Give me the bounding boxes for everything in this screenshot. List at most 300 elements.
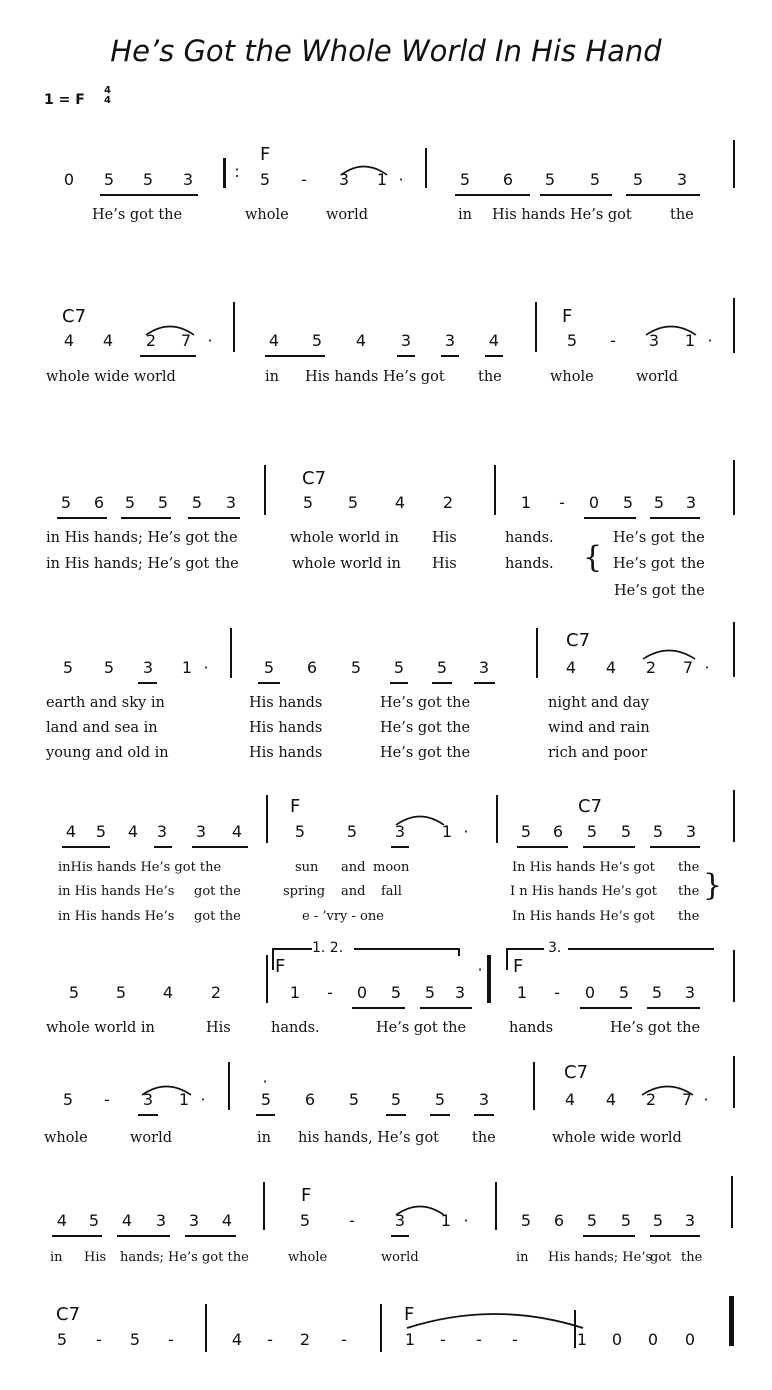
note: 5 xyxy=(263,658,275,677)
barline xyxy=(733,1056,735,1108)
beam-line xyxy=(441,355,459,357)
volta-second: 3. xyxy=(548,940,562,956)
lyric: whole world in xyxy=(46,1020,155,1036)
note: 2 xyxy=(145,331,157,350)
note: 5 xyxy=(424,983,436,1002)
barline xyxy=(733,460,735,515)
lyric: He’s got the xyxy=(380,745,471,761)
chord-symbol: F xyxy=(301,1185,312,1206)
note: 4 xyxy=(56,1211,68,1230)
note: 3 xyxy=(225,493,237,512)
beam-line xyxy=(117,1235,170,1237)
barline xyxy=(380,1304,382,1352)
beam-line xyxy=(185,1235,236,1237)
note: 7 xyxy=(681,1090,693,1109)
lyric: the xyxy=(681,1250,703,1265)
note: 5 xyxy=(348,1090,360,1109)
beam-line xyxy=(485,355,503,357)
lyric: His xyxy=(84,1250,107,1265)
lyric: His xyxy=(206,1020,231,1036)
lyric: the xyxy=(670,207,694,223)
chord-symbol: F xyxy=(275,956,286,977)
note: 6 xyxy=(93,493,105,512)
lyric: His hands xyxy=(249,745,323,761)
barline xyxy=(535,302,537,352)
lyric: in xyxy=(257,1130,271,1146)
beam-line xyxy=(256,1114,275,1116)
repeat-dots: · xyxy=(477,960,483,979)
note: 5 xyxy=(157,493,169,512)
lyric: In His hands He’s got xyxy=(512,860,655,875)
lyric: land and sea in xyxy=(46,720,158,736)
barline xyxy=(228,1062,230,1110)
lyric: whole xyxy=(550,369,594,385)
lyric: in xyxy=(458,207,472,223)
note: 3 xyxy=(676,170,688,189)
note: 4 xyxy=(394,493,406,512)
chord-symbol: C7 xyxy=(566,630,591,651)
note: 3 xyxy=(338,170,350,189)
note: 0 xyxy=(63,170,75,189)
lyric: the xyxy=(678,860,700,875)
repeat-dots: : xyxy=(234,162,240,181)
note: 4 xyxy=(488,331,500,350)
lyric: He’s got xyxy=(613,530,675,546)
time-signature xyxy=(104,86,111,106)
note: · xyxy=(703,1090,709,1109)
chord-symbol: C7 xyxy=(62,306,87,327)
note: 5 xyxy=(436,658,448,677)
lyric: spring xyxy=(283,884,326,899)
note: 5 xyxy=(302,493,314,512)
lyric: hands. xyxy=(505,530,554,546)
note: 1 xyxy=(376,170,388,189)
barline xyxy=(495,1182,497,1230)
note: 5 xyxy=(88,1211,100,1230)
note: 2 xyxy=(442,493,454,512)
beam-line xyxy=(154,846,172,848)
note: 4 xyxy=(565,658,577,677)
lyric: in His hands He’s xyxy=(58,884,175,899)
beam-line xyxy=(52,1235,102,1237)
barline xyxy=(733,950,735,1002)
note: - xyxy=(168,1330,174,1349)
note: 5 xyxy=(520,822,532,841)
beam-line xyxy=(121,517,171,519)
chord-symbol: C7 xyxy=(564,1062,589,1083)
beam-line xyxy=(517,846,568,848)
note: 5 xyxy=(346,822,358,841)
barline xyxy=(230,628,232,678)
note: 3 xyxy=(444,331,456,350)
lyric: the xyxy=(678,884,700,899)
note: 3 xyxy=(142,658,154,677)
barline xyxy=(533,1062,535,1110)
lyric: the xyxy=(681,556,705,572)
note: 4 xyxy=(221,1211,233,1230)
note: 3 xyxy=(648,331,660,350)
beam-line xyxy=(390,682,408,684)
barline xyxy=(494,465,496,515)
chord-symbol: C7 xyxy=(56,1304,81,1325)
note: · xyxy=(398,170,404,189)
note: 3 xyxy=(685,822,697,841)
note: 5 xyxy=(124,493,136,512)
note: 3 xyxy=(478,658,490,677)
barline xyxy=(266,795,268,843)
note: 5 xyxy=(618,983,630,1002)
note: - xyxy=(440,1330,446,1349)
beam-line xyxy=(192,846,248,848)
lyric: his hands, He’s got xyxy=(298,1130,440,1146)
barline xyxy=(496,795,498,843)
lyric: the xyxy=(678,909,700,924)
beam-line xyxy=(391,846,409,848)
lyric: He’s got xyxy=(614,583,676,599)
beam-line xyxy=(580,1007,632,1009)
note: 0 xyxy=(611,1330,623,1349)
note: 3 xyxy=(400,331,412,350)
note: 4 xyxy=(605,1090,617,1109)
beam-line xyxy=(650,517,700,519)
lyric: e - ’vry - one xyxy=(302,909,384,924)
lyric: in xyxy=(50,1250,63,1265)
note: 6 xyxy=(306,658,318,677)
chord-symbol: F xyxy=(404,1304,415,1325)
dot-above: · xyxy=(262,1072,268,1091)
lyric: whole wide world xyxy=(552,1130,682,1146)
volta-line xyxy=(568,948,714,950)
note: 1 xyxy=(576,1330,588,1349)
note: 0 xyxy=(356,983,368,1002)
note: 5 xyxy=(62,1090,74,1109)
brace: { xyxy=(583,540,603,575)
note: 5 xyxy=(651,983,663,1002)
lyric: got the xyxy=(194,909,241,924)
lyric: whole xyxy=(288,1250,328,1265)
note: · xyxy=(707,331,713,350)
note: 4 xyxy=(65,822,77,841)
note: - xyxy=(512,1330,518,1349)
lyric: the xyxy=(681,583,705,599)
volta-line xyxy=(272,948,312,950)
note: 3 xyxy=(182,170,194,189)
beam-line xyxy=(650,846,700,848)
meter-top: 4 xyxy=(104,85,111,96)
note: 5 xyxy=(60,493,72,512)
note: 5 xyxy=(259,170,271,189)
note: 0 xyxy=(588,493,600,512)
note: 6 xyxy=(552,822,564,841)
note: - xyxy=(327,983,333,1002)
lyric: fall xyxy=(381,884,402,899)
lyric: world xyxy=(381,1250,419,1265)
note: 4 xyxy=(127,822,139,841)
brace: } xyxy=(703,868,723,903)
beam-line xyxy=(397,355,415,357)
volta-line xyxy=(506,948,544,950)
note: 1 xyxy=(441,822,453,841)
note: 4 xyxy=(605,658,617,677)
note: 5 xyxy=(390,983,402,1002)
note: 5 xyxy=(347,493,359,512)
tie-arc xyxy=(405,1306,585,1330)
note: 0 xyxy=(584,983,596,1002)
chord-symbol: F xyxy=(260,144,271,165)
note: 5 xyxy=(586,822,598,841)
chord-symbol: F xyxy=(562,306,573,327)
note: 5 xyxy=(390,1090,402,1109)
note: 3 xyxy=(155,1211,167,1230)
beam-line xyxy=(540,194,612,196)
lyric: world xyxy=(636,369,678,385)
note: 4 xyxy=(121,1211,133,1230)
lyric: in His hands He’s xyxy=(58,909,175,924)
lyric: He’s got the xyxy=(92,207,183,223)
note: 5 xyxy=(632,170,644,189)
barline xyxy=(733,790,735,842)
note: 5 xyxy=(95,822,107,841)
lyric: He’s got xyxy=(613,556,675,572)
note: 1 xyxy=(181,658,193,677)
beam-line xyxy=(57,517,107,519)
barline xyxy=(272,948,274,970)
note: 5 xyxy=(434,1090,446,1109)
note: 1 xyxy=(178,1090,190,1109)
lyric: His hands He’s got xyxy=(305,369,445,385)
lyric: He’s got the xyxy=(610,1020,701,1036)
note: - xyxy=(341,1330,347,1349)
barline xyxy=(506,948,508,970)
beam-line xyxy=(391,1235,409,1237)
lyric: and xyxy=(341,884,366,899)
lyric: He’s got the xyxy=(376,1020,467,1036)
lyric: got xyxy=(650,1250,672,1265)
note: 5 xyxy=(459,170,471,189)
lyric: His xyxy=(432,556,457,572)
lyric: the xyxy=(478,369,502,385)
chord-symbol: F xyxy=(290,796,301,817)
lyric: night and day xyxy=(548,695,650,711)
lyric: inHis hands He’s got the xyxy=(58,860,222,875)
beam-line xyxy=(647,1007,700,1009)
lyric: His hands; He’s xyxy=(548,1250,653,1265)
barline xyxy=(729,1296,734,1346)
note: 1 xyxy=(289,983,301,1002)
lyric: whole xyxy=(44,1130,88,1146)
beam-line xyxy=(62,846,110,848)
note: 5 xyxy=(311,331,323,350)
beam-line xyxy=(474,682,495,684)
lyric: in His hands; He’s got xyxy=(46,556,210,572)
barline xyxy=(733,622,735,677)
note: 5 xyxy=(652,822,664,841)
lyric: wind and rain xyxy=(548,720,650,736)
note: 5 xyxy=(652,1211,664,1230)
note: 3 xyxy=(684,983,696,1002)
note: 1 xyxy=(520,493,532,512)
lyric: I n His hands He’s got xyxy=(510,884,658,899)
note: - xyxy=(349,1211,355,1230)
beam-line xyxy=(138,682,157,684)
lyric: moon xyxy=(373,860,410,875)
note: - xyxy=(554,983,560,1002)
note: 5 xyxy=(294,822,306,841)
note: 6 xyxy=(304,1090,316,1109)
barline xyxy=(733,140,735,188)
note: 5 xyxy=(350,658,362,677)
note: 1 xyxy=(684,331,696,350)
note: 4 xyxy=(162,983,174,1002)
lyric: hands; He’s got the xyxy=(120,1250,249,1265)
lyric: whole world in xyxy=(290,530,399,546)
note: 5 xyxy=(115,983,127,1002)
chord-symbol: C7 xyxy=(578,796,603,817)
lyric: the xyxy=(681,530,705,546)
note: 6 xyxy=(553,1211,565,1230)
note: 4 xyxy=(564,1090,576,1109)
note: 5 xyxy=(653,493,665,512)
note: 5 xyxy=(620,1211,632,1230)
lyric: rich and poor xyxy=(548,745,648,761)
note: 4 xyxy=(231,822,243,841)
note: 5 xyxy=(622,493,634,512)
note: - xyxy=(559,493,565,512)
note: 3 xyxy=(156,822,168,841)
beam-line xyxy=(100,194,198,196)
note: 5 xyxy=(103,658,115,677)
note: 5 xyxy=(260,1090,272,1109)
lyric: the xyxy=(472,1130,496,1146)
lyric: His xyxy=(432,530,457,546)
beam-line xyxy=(352,1007,405,1009)
chord-symbol: F xyxy=(513,956,524,977)
note: 5 xyxy=(129,1330,141,1349)
note: - xyxy=(476,1330,482,1349)
note: 2 xyxy=(210,983,222,1002)
beam-line xyxy=(626,194,700,196)
slur-arc xyxy=(145,322,195,336)
lyric: world xyxy=(130,1130,172,1146)
note: 2 xyxy=(299,1330,311,1349)
barline xyxy=(731,1176,733,1228)
lyric: in xyxy=(516,1250,529,1265)
beam-line xyxy=(583,846,635,848)
lyric: the xyxy=(215,556,239,572)
barline xyxy=(425,148,427,188)
barline xyxy=(574,1310,576,1348)
note: 3 xyxy=(394,1211,406,1230)
barline xyxy=(205,1304,207,1352)
beam-line xyxy=(432,682,452,684)
note: 1 xyxy=(404,1330,416,1349)
lyric: in His hands; He’s got the xyxy=(46,530,238,546)
note: 3 xyxy=(195,822,207,841)
note: - xyxy=(267,1330,273,1349)
barline xyxy=(536,628,538,678)
note: 4 xyxy=(355,331,367,350)
lyric: hands. xyxy=(505,556,554,572)
barline xyxy=(458,948,460,956)
barline xyxy=(233,302,235,352)
key-signature: 1 = F xyxy=(44,92,85,108)
lyric: His hands xyxy=(249,720,323,736)
lyric: got the xyxy=(194,884,241,899)
chord-symbol: C7 xyxy=(302,468,327,489)
note: 4 xyxy=(63,331,75,350)
beam-line xyxy=(584,517,636,519)
lyric: In His hands He’s got xyxy=(512,909,655,924)
note: 7 xyxy=(180,331,192,350)
beam-line xyxy=(474,1114,494,1116)
lyric: whole wide world xyxy=(46,369,176,385)
song-title: He’s Got the Whole World In His Hand xyxy=(110,34,662,68)
note: 5 xyxy=(62,658,74,677)
beam-line xyxy=(188,517,240,519)
note: 3 xyxy=(454,983,466,1002)
slur-arc xyxy=(395,1202,445,1216)
slur-arc xyxy=(645,322,697,336)
beam-line xyxy=(650,1235,700,1237)
lyric: whole xyxy=(245,207,289,223)
slur-arc xyxy=(641,1082,694,1096)
note: 3 xyxy=(394,822,406,841)
note: 3 xyxy=(142,1090,154,1109)
lyric: His hands He’s got xyxy=(492,207,632,223)
barline xyxy=(263,1182,265,1230)
slur-arc xyxy=(340,162,388,176)
note: 2 xyxy=(645,658,657,677)
beam-line xyxy=(430,1114,450,1116)
note: 5 xyxy=(191,493,203,512)
barline xyxy=(733,298,735,353)
lyric: young and old in xyxy=(46,745,169,761)
beam-line xyxy=(258,682,280,684)
note: 5 xyxy=(544,170,556,189)
beam-line xyxy=(386,1114,406,1116)
note: 4 xyxy=(231,1330,243,1349)
lyric: sun xyxy=(295,860,319,875)
note: 5 xyxy=(68,983,80,1002)
note: 0 xyxy=(647,1330,659,1349)
lyric: hands xyxy=(509,1020,554,1036)
note: 5 xyxy=(393,658,405,677)
note: 5 xyxy=(589,170,601,189)
lyric: and xyxy=(341,860,366,875)
note: · xyxy=(203,658,209,677)
barline xyxy=(223,158,226,188)
note: - xyxy=(301,170,307,189)
lyric: whole world in xyxy=(292,556,401,572)
lyric: He’s got the xyxy=(380,720,471,736)
beam-line xyxy=(583,1235,635,1237)
lyric: He’s got the xyxy=(380,695,471,711)
note: 6 xyxy=(502,170,514,189)
note: 0 xyxy=(684,1330,696,1349)
volta-first: 1. 2. xyxy=(312,940,344,956)
note: 5 xyxy=(142,170,154,189)
beam-line xyxy=(420,1007,472,1009)
note: - xyxy=(104,1090,110,1109)
lyric: earth and sky in xyxy=(46,695,165,711)
meter-bottom: 4 xyxy=(104,95,111,106)
slur-arc xyxy=(642,646,696,660)
slur-arc xyxy=(395,812,445,826)
note: 3 xyxy=(478,1090,490,1109)
note: 5 xyxy=(566,331,578,350)
note: - xyxy=(610,331,616,350)
beam-line xyxy=(265,355,325,357)
